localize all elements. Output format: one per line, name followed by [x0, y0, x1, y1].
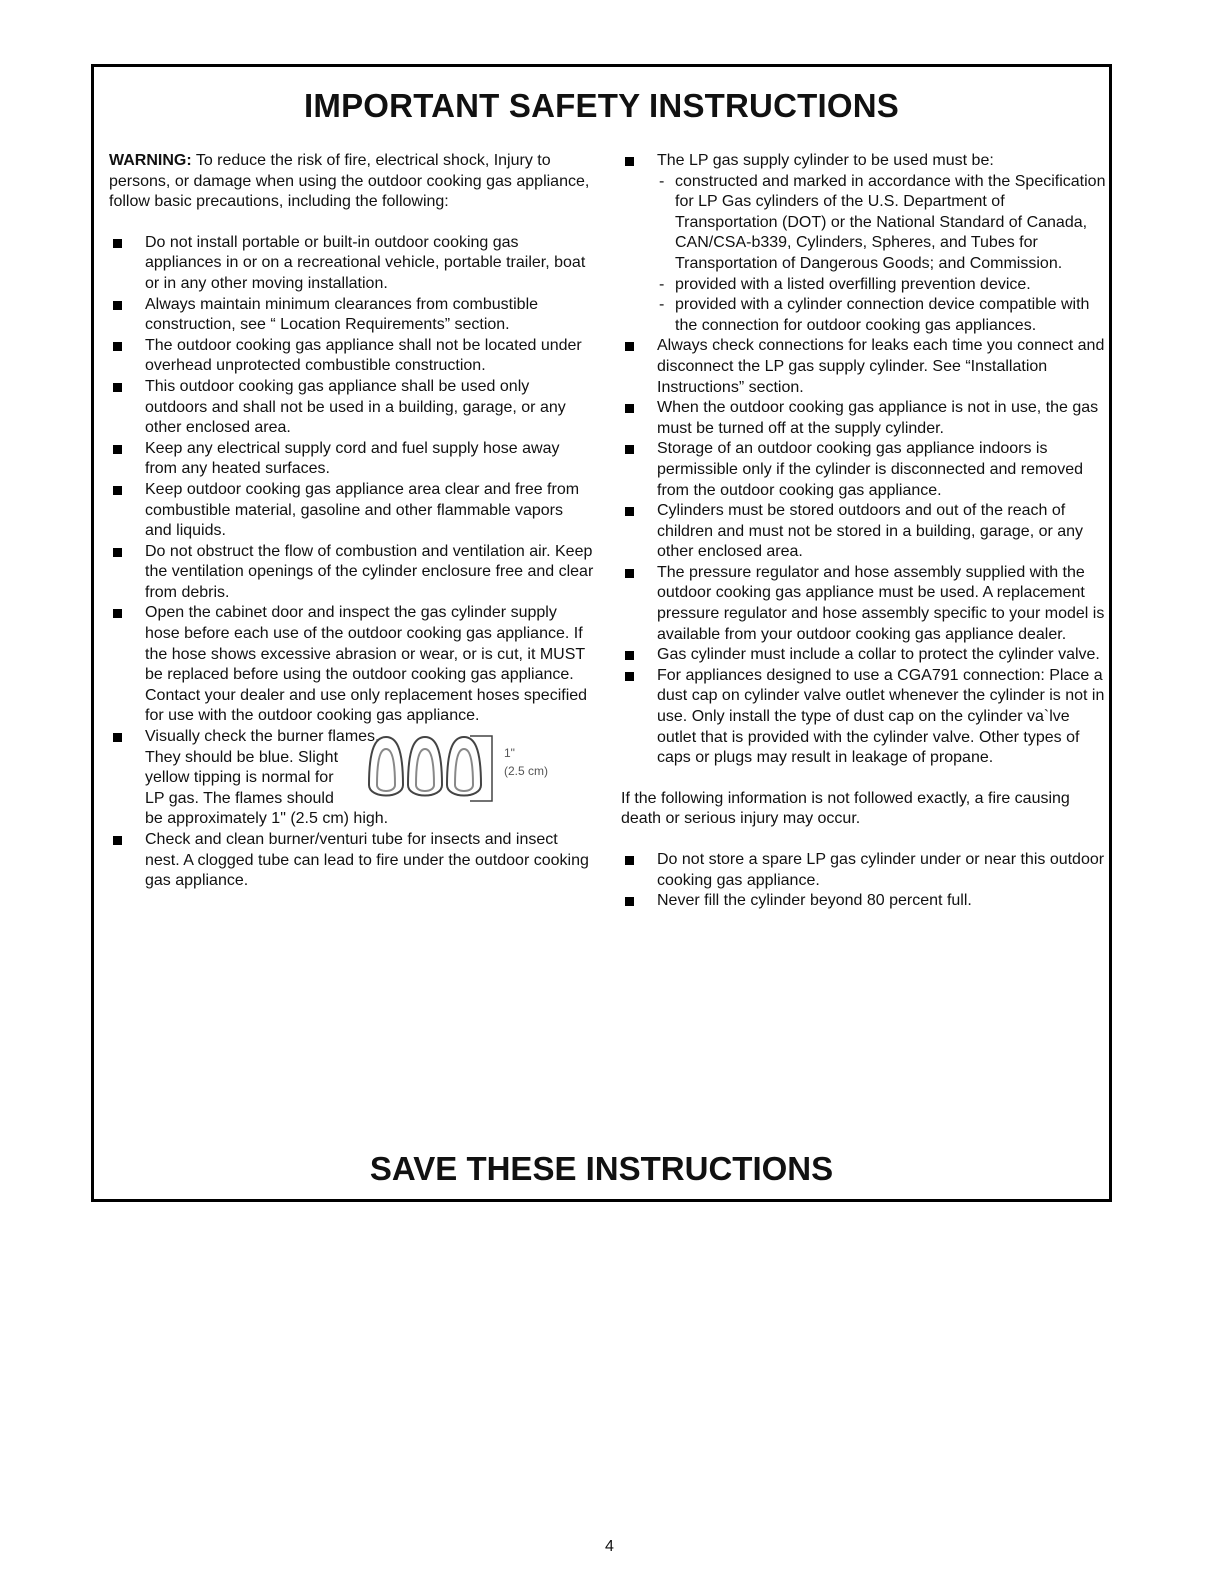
list-item: Check and clean burner/venturi tube for insects and insect nest. A clogged tube can lead to fire under the outdoor cooking gas appliance.: [109, 830, 594, 892]
bullet-square-icon: [625, 157, 634, 166]
list-item: The outdoor cooking gas appliance shall not be located under overhead unprotected combustible construction.: [109, 336, 594, 377]
bullet-square-icon: [113, 548, 122, 557]
page-title: IMPORTANT SAFETY INSTRUCTIONS: [304, 87, 899, 124]
flame-inner-icon: [416, 749, 434, 791]
flame-inner-icon: [455, 749, 473, 791]
bullet-square-icon: [625, 897, 634, 906]
bullet-square-icon: [625, 651, 634, 660]
bullet-square-icon: [625, 507, 634, 516]
safety-instructions-box: [91, 64, 1112, 1202]
list-item: Never fill the cylinder beyond 80 percent full.: [621, 891, 1111, 912]
bullet-square-icon: [113, 301, 122, 310]
bullet-square-icon: [625, 856, 634, 865]
sub-item: - provided with a listed overfilling prevention device.: [659, 275, 1031, 293]
bullet-square-icon: [113, 609, 122, 618]
bullet-square-icon: [625, 445, 634, 454]
warning-text: To reduce the risk of fire, electrical shock, Injury to persons, or damage when using the outdoor cooking gas appliance, follow basic precautions, including the following:: [109, 152, 590, 211]
list-item: Always maintain minimum clearances from combustible construction, see “ Location Requirements” section.: [109, 295, 594, 336]
list-item: When the outdoor cooking gas appliance is not in use, the gas must be turned off at the supply cylinder.: [621, 398, 1111, 439]
flame-icon: [408, 737, 442, 796]
left-column: [109, 151, 594, 892]
bullet-square-icon: [113, 733, 122, 742]
bullet-square-icon: [113, 383, 122, 392]
list-item: Storage of an outdoor cooking gas appliance indoors is permissible only if the cylinder is disconnected and removed from the outdoor cooking gas appliance.: [621, 439, 1111, 501]
list-item: Keep any electrical supply cord and fuel supply hose away from any heated surfaces.: [109, 439, 594, 480]
sub-item: - constructed and marked in accordance with the Specification for LP Gas cylinders of the U.S. Department of Transportation (DOT) or the National Standard of Canada, CAN/CSA-b339, Cylinders, Spheres, and Tubes for Transportation of Dangerous Goods; and Commission.: [659, 172, 1106, 272]
final-bullet-list: [621, 850, 1111, 912]
cylinder-requirements-item: The LP gas supply cylinder to be used must be: - constructed and marked in accordance with the Specification for LP Gas cylinders of the U.S. Department of Transportation (DOT) or the National Standard of Canada, CAN/CSA-b339, Cylinders, Spheres, and Tubes for Transportation of Dangerous Goods; and Commission. - provided with a listed overfilling prevention device. - provided with a cylinder connection device compatible with the connection for outdoor cooking gas appliances.: [621, 151, 1111, 336]
bullet-square-icon: [625, 672, 634, 681]
burner-flames-figure: [366, 733, 566, 805]
bullet-square-icon: [113, 342, 122, 351]
list-item: For appliances designed to use a CGA791 connection: Place a dust cap on cylinder valve outlet whenever the cylinder is not in use. Only install the type of dust cap on the cylinder va`lve outlet that is provided with the cylinder valve. Other types of caps or plugs may result in leakage of propane.: [621, 666, 1111, 769]
list-item: The pressure regulator and hose assembly supplied with the outdoor cooking gas appliance must be used. A replacement pressure regulator and hose assembly specific to your model is available from your outdoor cooking gas appliance dealer.: [621, 563, 1111, 645]
sub-item: - provided with a cylinder connection device compatible with the connection for outdoor cooking gas appliances.: [659, 296, 1090, 334]
list-item: Do not store a spare LP gas cylinder under or near this outdoor cooking gas appliance.: [621, 850, 1111, 891]
right-bullet-list: [621, 151, 1111, 769]
figure-label-inches: 1": [504, 746, 515, 761]
list-item: Do not obstruct the flow of combustion and ventilation air. Keep the ventilation openings of the cylinder enclosure free and clear from debris.: [109, 542, 594, 604]
right-column: [621, 151, 1111, 912]
save-instructions-heading: SAVE THESE INSTRUCTIONS: [369, 1150, 834, 1187]
bullet-square-icon: [625, 569, 634, 578]
list-item: Open the cabinet door and inspect the gas cylinder supply hose before each use of the outdoor cooking gas appliance. If the hose shows excessive abrasion or wear, or is cut, it MUST be replaced before using the outdoor cooking gas appliance. Contact your dealer and use only replacement hoses specified for use with the outdoor cooking gas appliance.: [109, 603, 594, 727]
warning-label: WARNING:: [109, 152, 192, 169]
page-number: 4: [605, 1538, 614, 1555]
bullet-square-icon: [113, 836, 122, 845]
list-item: Do not install portable or built-in outdoor cooking gas appliances in or on a recreational vehicle, portable trailer, boat or in any other moving installation.: [109, 233, 594, 295]
figure-label-cm: (2.5 cm): [504, 764, 549, 779]
flame-check-item: Visually check the burner flames. They should be blue. Slight yellow tipping is normal for LP gas. The flames should be approximately 1" (2.5 cm) high. 1" (2.5 cm): [109, 727, 594, 830]
list-item: Always check connections for leaks each time you connect and disconnect the LP gas supply cylinder. See “Installation Instructions” section.: [621, 336, 1111, 398]
list-item: Keep outdoor cooking gas appliance area clear and free from combustible material, gasoline and other flammable vapors and liquids.: [109, 480, 594, 542]
warning-paragraph: [109, 151, 594, 213]
list-item: This outdoor cooking gas appliance shall be used only outdoors and shall not be used in a building, garage, or any other enclosed area.: [109, 377, 594, 439]
list-item: Gas cylinder must include a collar to protect the cylinder valve.: [621, 645, 1111, 666]
bullet-square-icon: [113, 486, 122, 495]
bullet-square-icon: [113, 239, 122, 248]
left-bullet-list: [109, 233, 594, 892]
flame-icon: [447, 737, 481, 796]
fire-notice: If the following information is not followed exactly, a fire causing death or serious injury may occur.: [621, 789, 1070, 828]
bullet-square-icon: [625, 404, 634, 413]
flame-inner-icon: [377, 749, 395, 791]
flame-icon: [369, 737, 403, 796]
bullet-square-icon: [113, 445, 122, 454]
bullet-square-icon: [625, 342, 634, 351]
list-item: Cylinders must be stored outdoors and out of the reach of children and must not be stored in a building, garage, or any other enclosed area.: [621, 501, 1111, 563]
